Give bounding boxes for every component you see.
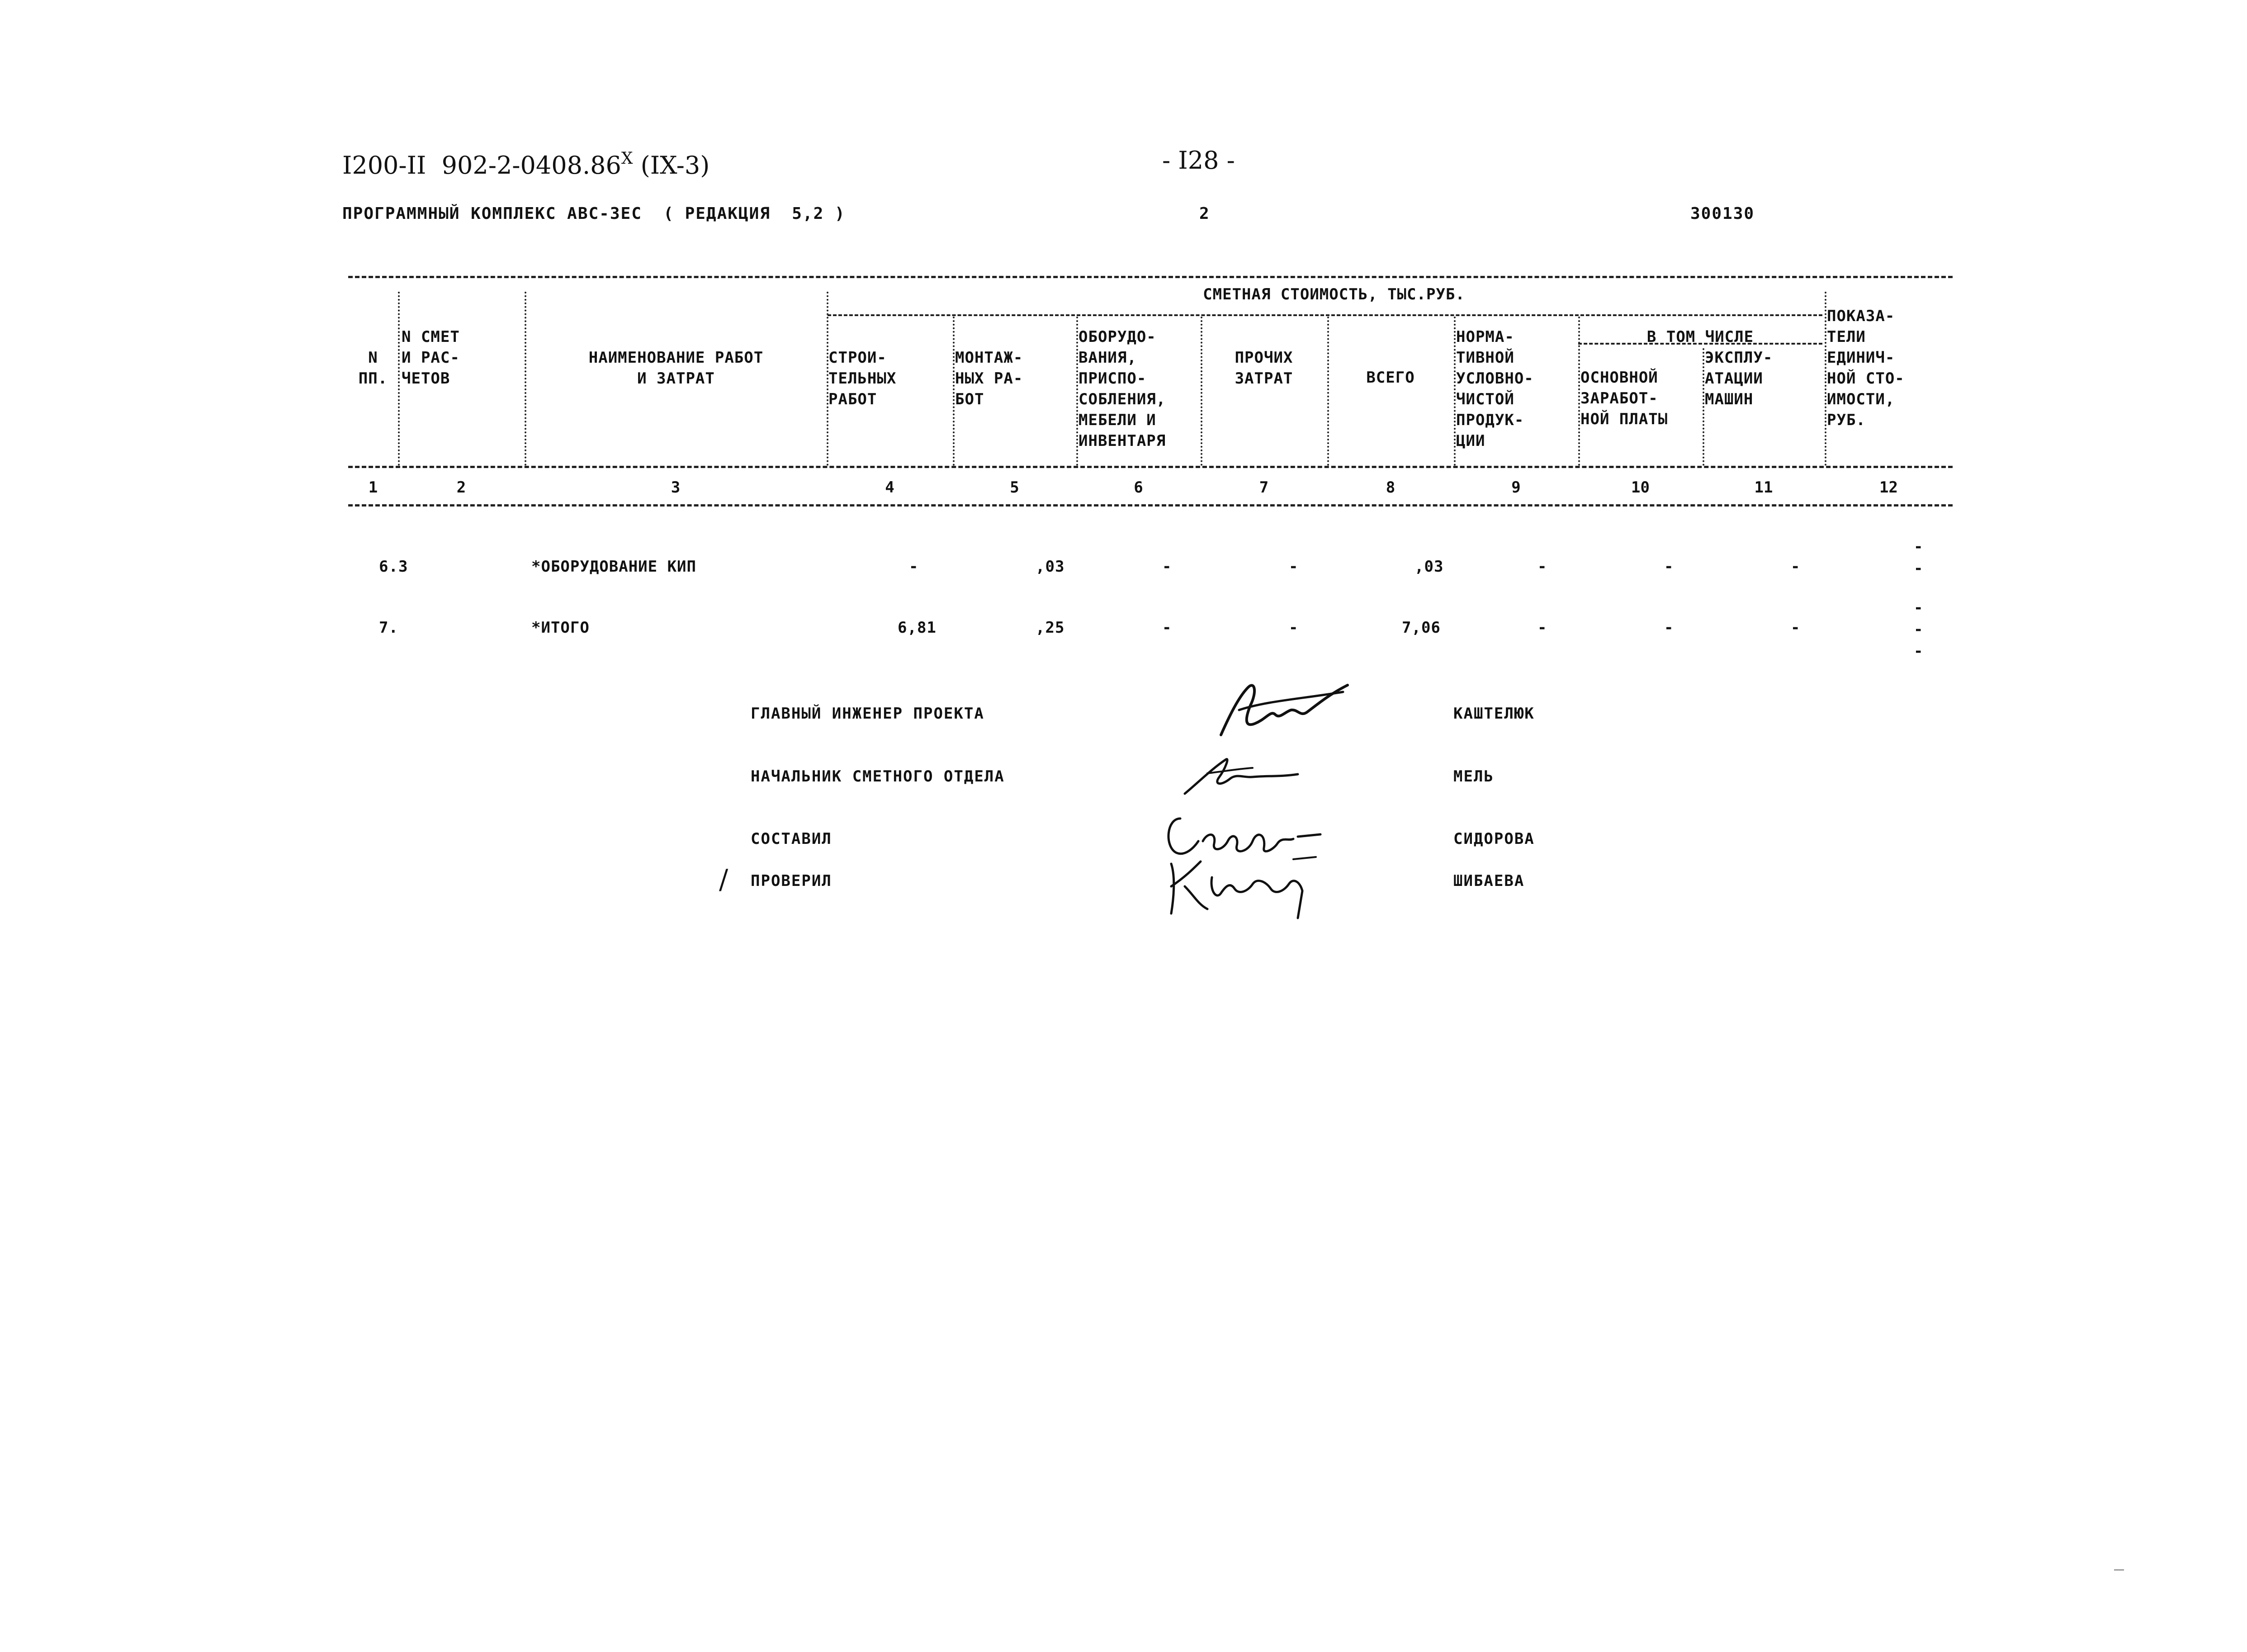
subgroup-header: В ТОМ ЧИСЛЕ bbox=[1646, 328, 1754, 346]
signature-name: ШИБАЕВА bbox=[1453, 872, 1525, 890]
table-colnum-bottom-rule bbox=[348, 504, 1953, 506]
row-machines: - bbox=[1791, 558, 1801, 576]
column-number: 6 bbox=[1134, 478, 1143, 497]
row-total: 7,06 bbox=[1402, 619, 1441, 637]
column-separator bbox=[1201, 317, 1202, 466]
column-number: 3 bbox=[671, 478, 681, 497]
signature-name: МЕЛЬ bbox=[1453, 767, 1494, 786]
row-name: *ОБОРУДОВАНИЕ КИП bbox=[531, 558, 696, 576]
row-wages: - bbox=[1664, 619, 1674, 637]
column-separator bbox=[1076, 317, 1078, 466]
document-code-tail: (IX-3) bbox=[633, 151, 710, 180]
column-number: 8 bbox=[1386, 478, 1396, 497]
column-number: 4 bbox=[885, 478, 894, 497]
table-header-bottom-rule bbox=[348, 466, 1953, 468]
sheet-number: 2 bbox=[1199, 204, 1209, 223]
document-code-main: I200-II 902-2-0408.86 bbox=[342, 151, 621, 180]
column-separator bbox=[1327, 317, 1329, 466]
document-id: 300130 bbox=[1690, 204, 1755, 223]
column-header-total: ВСЕГО bbox=[1366, 369, 1415, 387]
column-number: 2 bbox=[456, 478, 466, 497]
row-machines: - bbox=[1791, 619, 1801, 637]
table-top-rule bbox=[348, 276, 1953, 278]
column-separator bbox=[1578, 317, 1580, 466]
signature-role: ПРОВЕРИЛ bbox=[751, 872, 832, 890]
row-other: - bbox=[1289, 558, 1299, 576]
row-number: 7. bbox=[379, 619, 398, 637]
column-separator bbox=[953, 317, 955, 466]
column-number: 7 bbox=[1259, 478, 1269, 497]
column-number: 5 bbox=[1010, 478, 1019, 497]
column-header-wages: ОСНОВНОЙ ЗАРАБОТ- НОЙ ПЛАТЫ bbox=[1580, 369, 1668, 428]
row-equipment: - bbox=[1162, 619, 1172, 637]
row-normative: - bbox=[1537, 558, 1547, 576]
row-construction: 6,81 bbox=[898, 619, 937, 637]
column-number: 11 bbox=[1754, 478, 1773, 497]
row-total: ,03 bbox=[1414, 558, 1444, 576]
column-separator bbox=[1825, 292, 1826, 466]
group-header: СМЕТНАЯ СТОИМОСТЬ, ТЫС.РУБ. bbox=[1203, 285, 1465, 303]
column-header-machines: ЭКСПЛУ- АТАЦИИ МАШИН bbox=[1705, 349, 1773, 408]
column-header-other: ПРОЧИХ ЗАТРАТ bbox=[1235, 349, 1293, 388]
signature-role: НАЧАЛЬНИК СМЕТНОГО ОТДЕЛА bbox=[751, 767, 1005, 786]
column-header-equipment: ОБОРУДО- ВАНИЯ, ПРИСПО- СОБЛЕНИЯ, МЕБЕЛИ И ИНВЕНТАРЯ bbox=[1079, 328, 1166, 450]
column-header-unit-cost: ПОКАЗА- ТЕЛИ ЕДИНИЧ- НОЙ СТО- ИМОСТИ, РУБ. bbox=[1827, 307, 1905, 429]
signature-name: СИДОРОВА bbox=[1453, 830, 1535, 848]
row-name: *ИТОГО bbox=[531, 619, 590, 637]
row-unit-cost: - - bbox=[1914, 538, 1924, 577]
document-code bbox=[342, 149, 710, 180]
row-normative: - bbox=[1537, 619, 1547, 637]
scan-mark bbox=[2114, 1569, 2124, 1571]
row-wages: - bbox=[1664, 558, 1674, 576]
row-construction: - bbox=[909, 558, 919, 576]
column-separator bbox=[398, 292, 400, 466]
signature-role: ГЛАВНЫЙ ИНЖЕНЕР ПРОЕКТА bbox=[751, 705, 984, 723]
column-header-normative: НОРМА- ТИВНОЙ УСЛОВНО- ЧИСТОЙ ПРОДУК- ЦИИ bbox=[1456, 328, 1534, 450]
check-mark: / bbox=[719, 864, 729, 895]
row-other: - bbox=[1289, 619, 1299, 637]
column-header-installation: МОНТАЖ- НЫХ РА- БОТ bbox=[955, 349, 1023, 408]
signature-name: КАШТЕЛЮК bbox=[1453, 705, 1535, 723]
program-title: ПРОГРАММНЫЙ КОМПЛЕКС АВС-3ЕС ( РЕДАКЦИЯ 5,2 ) bbox=[342, 204, 846, 223]
column-separator bbox=[1703, 348, 1704, 466]
row-unit-cost: - - - bbox=[1914, 599, 1924, 660]
column-header-name: НАИМЕНОВАНИЕ РАБОТ И ЗАТРАТ bbox=[588, 349, 764, 388]
document-code-superscript: X bbox=[621, 149, 633, 168]
column-separator bbox=[525, 292, 526, 466]
handwritten-signature bbox=[1158, 850, 1329, 923]
page-number: - I28 - bbox=[1162, 146, 1235, 175]
row-equipment: - bbox=[1162, 558, 1172, 576]
column-number: 10 bbox=[1631, 478, 1650, 497]
row-installation: ,03 bbox=[1036, 558, 1065, 576]
handwritten-signature bbox=[1212, 674, 1357, 742]
signature-role: СОСТАВИЛ bbox=[751, 830, 832, 848]
row-installation: ,25 bbox=[1036, 619, 1065, 637]
column-header-construction: СТРОИ- ТЕЛЬНЫХ РАБОТ bbox=[828, 349, 897, 408]
column-number: 9 bbox=[1511, 478, 1521, 497]
group-header-rule bbox=[828, 314, 1822, 316]
column-number: 12 bbox=[1879, 478, 1898, 497]
row-number: 6.3 bbox=[379, 558, 408, 576]
column-number: 1 bbox=[368, 478, 378, 497]
column-header-estimate-num: N СМЕТ И РАС- ЧЕТОВ bbox=[402, 328, 460, 388]
column-header-num: N ПП. bbox=[358, 349, 388, 388]
column-separator bbox=[1454, 317, 1456, 466]
handwritten-signature bbox=[1176, 751, 1311, 800]
